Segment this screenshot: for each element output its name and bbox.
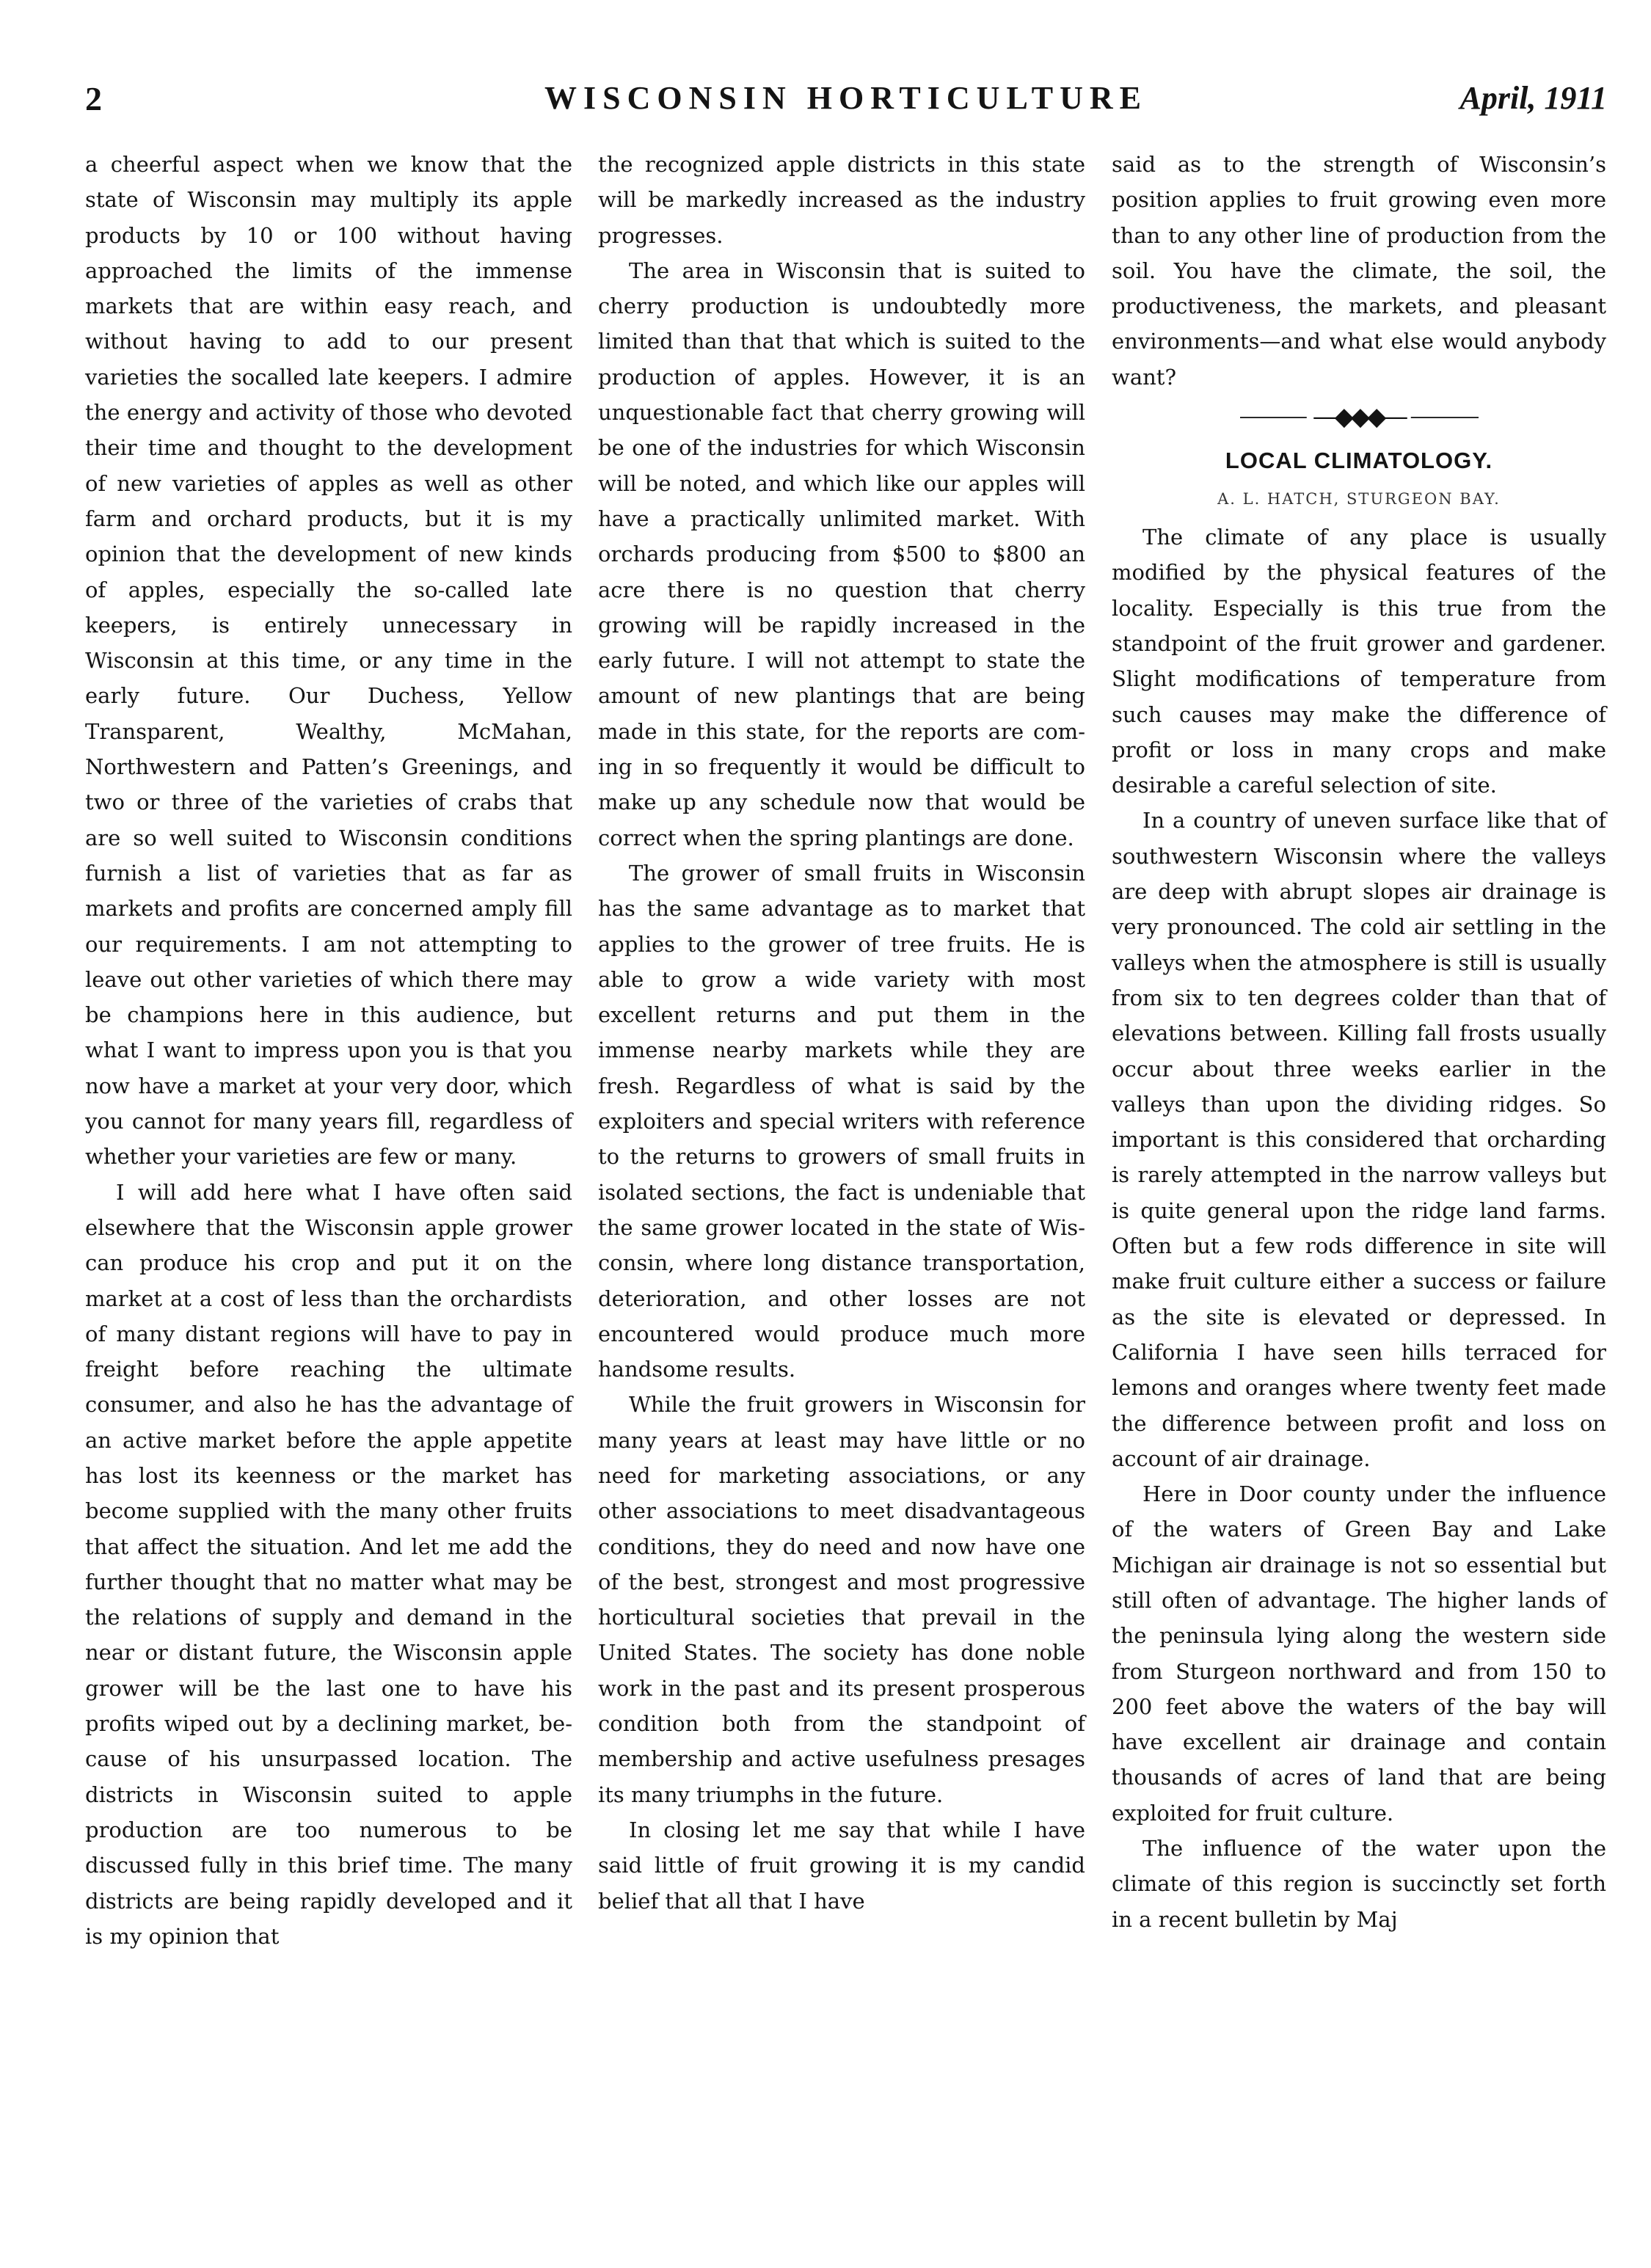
text-column-3 — [1112, 147, 1606, 1937]
divider-ornament-icon: —◆◆◆— — [1307, 402, 1411, 431]
running-header — [85, 79, 1607, 120]
paragraph: While the fruit growers in Wisconsin for many years at least may have little or no need for marketing associations, or any other associations to meet disadvantageous conditions, they do need and now have one of the best, strongest and most progressive horticultural societies that prevail in the United States. The society has done noble work in the past and its present prosperous condition both from the standpoint of membership and active usefulness presages its many triumphs in the future. — [598, 1392, 1085, 1807]
paragraph: the recognized apple districts in this state will be markedly increased as the industry progresses. — [598, 152, 1085, 248]
paragraph: The area in Wisconsin that is suited to cherry production is undoubtedly more limited than that that which is suited to the production of apples. However, it is an unquestionable fact that cherry growing will be one of the industries for which Wisconsin will be noted, and which like our apples will have a practically unlimited market. With orchards producing from $500 to $800 an acre there is no question that cherry growing will be rapidly increased in the early future. I will not attempt to state the amount of new plantings that are being made in this state, for the reports are coming in so frequently it would be difficult to make up any schedule now that would be correct when the spring plantings are done. — [598, 258, 1085, 850]
paragraph: The grower of small fruits in Wisconsin has the same advantage as to market that applies to the grower of tree fruits. He is able to grow a wide variety with most excellent returns and put them in the immense nearby markets while they are fresh. Regardless of what is said by the exploiters and special writers with reference to the returns to growers of small fruits in isolated sections, the fact is undeniable that the same grower located in the state of Wisconsin, where long distance transportation, deterioration, and other losses are not encountered would produce much more handsome results. — [598, 860, 1085, 1382]
text-column-1 — [85, 147, 572, 1954]
section-divider — [1112, 401, 1606, 436]
text-column-2 — [598, 147, 1085, 1919]
paragraph: a cheerful aspect when we know that the state of Wisconsin may multiply its apple products by 10 or 100 without having approached the limits of the immense markets that are within easy reach, and without having to add to our present varieties the socalled late keepers. I admire the energy and activity of those who devoted their time and thought to the development of new varieties of apples as well as other farm and orchard products, but it is my opinion that the development of new kinds of apples, especially the so-called late keepers, is entirely unnecessary in Wisconsin at this time, or any time in the early future. Our Duchess, Yellow Transparent, Wealthy, McMahan, Northwestern and Patten’s Greenings, and two or three of the varieties of crabs that are so well suited to Wisconsin conditions furnish a list of varieties that as far as markets and profits are concerned amply fill our requirements. I am not attempting to leave out other varieties of which there may be champions here in this audience, but what I want to impress upon you is that you now have a market at your very door, which you cannot for many years fill, regardless of whether your varieties are few or many. — [85, 152, 572, 1170]
paragraph: In closing let me say that while I have said little of fruit growing it is my candid belief that all that I have — [598, 1817, 1085, 1914]
page-number: 2 — [85, 80, 102, 117]
paragraph: I will add here what I have often said elsewhere that the Wisconsin apple grower can produce his crop and put it on the market at a cost of less than the orchardists of many distant regions will have to pay in freight before reaching the ultimate consumer, and also he has the advantage of an active market before the apple appetite has lost its keenness or the market has become supplied with the many other fruits that affect the situation. And let me add the further thought that no matter what may be the relations of supply and demand in the near or distant future, the Wisconsin apple grower will be the last one to have his profits wiped out by a declining market, because of his unsurpassed location. The districts in Wisconsin suited to apple production are too numerous to be discussed fully in this brief time. The many districts are being rapidly developed and it is my opinion that — [85, 1179, 572, 1949]
paragraph: The climate of any place is usually modified by the physical features of the locality. Especially is this true from the standpoint of the fruit grower and gardener. Slight modifications of temperature from such causes may make the difference of profit or loss in many crops and make desirable a careful selection of site. — [1112, 525, 1606, 798]
article-byline: A. L. HATCH, STURGEON BAY. — [1217, 490, 1501, 508]
article-title: LOCAL CLIMATOLOGY. — [1225, 448, 1493, 474]
journal-title: WISCONSIN HORTICULTURE — [544, 80, 1148, 116]
paragraph: The influence of the water upon the climate of this region is succinctly set forth in a recent bulletin by Maj — [1112, 1836, 1606, 1932]
paragraph: In a country of uneven surface like that of southwestern Wisconsin where the valleys are deep with abrupt slopes air drainage is very pronounced. The cold air settling in the valleys when the atmosphere is still is usually from six to ten degrees colder than that of elevations between. Killing fall frosts usually occur about three weeks earlier in the valleys than upon the dividing ridges. So important is this considered that orcharding is rarely attempted in the narrow valleys but is quite general upon the ridge land farms. Often but a few rods difference in site will make fruit culture either a success or failure as the site is elevated or depressed. In California I have seen hills terraced for lemons and oranges where twenty feet made the difference between profit and loss on account of air drainage. — [1112, 808, 1606, 1471]
issue-date: April, 1911 — [1459, 80, 1607, 116]
paragraph: Here in Door county under the influence of the waters of Green Bay and Lake Michigan air drainage is not so essential but still often of advantage. The higher lands of the peninsula lying along the western side from Sturgeon northward and from 150 to 200 feet above the waters of the bay will have excellent air drainage and contain thousands of acres of land that are being exploited for fruit culture. — [1112, 1481, 1606, 1826]
paragraph: said as to the strength of Wisconsin’s position applies to fruit growing even more than to any other line of production from the soil. You have the climate, the soil, the productiveness, the markets, and pleasant environments—and what else would anybody want? — [1112, 152, 1606, 390]
